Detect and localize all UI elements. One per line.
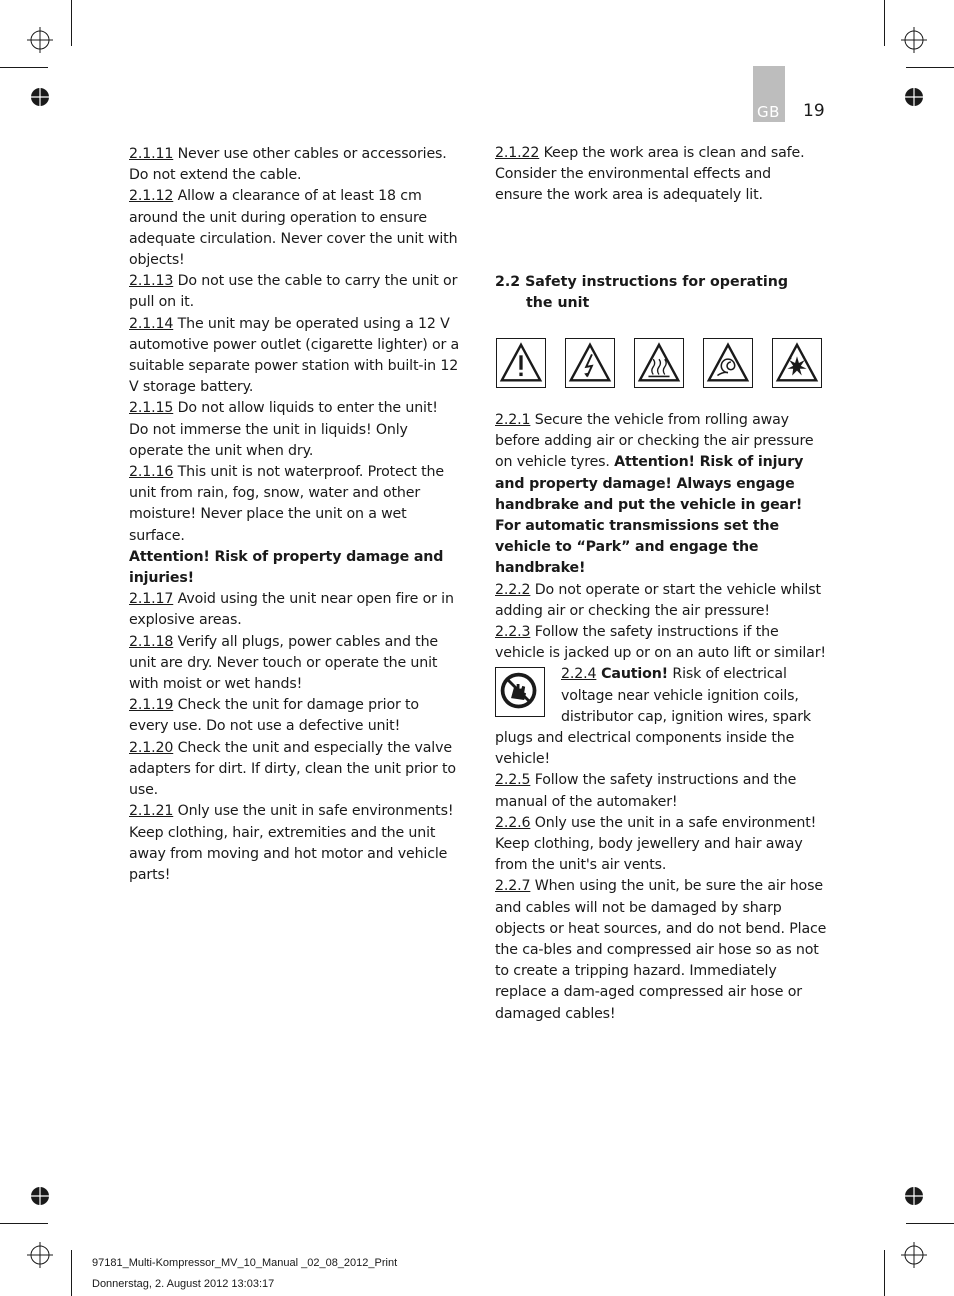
list-item: 2.1.19 Check the unit for damage prior to every use. Do not use a defective unit! — [129, 697, 419, 735]
list-item: 2.2.3 Follow the safety instructions if the vehicle is jacked up or on an auto lift or similar! — [495, 624, 826, 662]
print-footer-filename: 97181_Multi-Kompressor_MV_10_Manual _02_08_2012_Print — [92, 1257, 398, 1269]
list-item: 2.1.18 Verify all plugs, power cables and the unit are dry. Never touch or operate the unit with moist or wet hands! — [129, 633, 439, 693]
attention-warning: Attention! Risk of property damage and injuries! — [129, 548, 444, 587]
list-item: 2.2.2 Do not operate or start the vehicle whilst adding air or checking the air pressure! — [495, 581, 821, 619]
right-column-top — [495, 143, 827, 207]
list-item: 2.2.6 Only use the unit in a safe environment! Keep clothing, body jewellery and hair away from the unit's air vents. — [495, 814, 817, 874]
list-item: 2.1.17 Avoid using the unit near open fire or in explosive areas. — [129, 591, 454, 629]
registration-dot-icon — [904, 1186, 924, 1206]
list-item: 2.2.4 Caution! Risk of electrical voltage near vehicle ignition coils, distributor cap, ignition wires, spark plugs and electrical components inside the vehicle! — [495, 666, 811, 768]
registration-target-icon — [27, 1242, 53, 1268]
list-item: 2.1.13 Do not use the cable to carry the unit or pull on it. — [129, 273, 458, 311]
list-item: 2.1.21 Only use the unit in safe environments! Keep clothing, hair, extremities and the unit away from moving and hot motor and vehicle parts! — [129, 803, 454, 883]
page-number: 19 — [803, 101, 825, 121]
warning-exclamation-icon — [496, 338, 546, 388]
list-item: 2.2.7 When using the unit, be sure the air hose and cables will not be damaged by sharp objects or heat sources, and do not bend. Place the ca-bles and compressed air hose so as not to create a tripping hazard. Immediately replace a dam-aged compressed air hose or damaged cables! — [495, 878, 827, 1022]
registration-target-icon — [901, 27, 927, 53]
list-item: 2.1.14 The unit may be operated using a 12 V automotive power outlet (cigarette lighter) or a suitable separate power station with built-in 12 V storage battery. — [129, 315, 460, 396]
crop-mark — [906, 1223, 954, 1224]
right-column-bottom — [495, 410, 827, 1025]
electric-shock-icon — [565, 338, 615, 388]
list-item: 2.1.15 Do not allow liquids to enter the unit! Do not immerse the unit in liquids! Only operate the unit when dry. — [129, 400, 438, 459]
crop-mark — [884, 0, 885, 46]
list-item: 2.1.11 Never use other cables or accessories. Do not extend the cable. — [129, 146, 447, 184]
section-title: 2.2 Safety instructions for operating the unit — [495, 274, 789, 312]
crop-mark — [884, 1250, 885, 1296]
registration-dot-icon — [30, 87, 50, 107]
crop-mark — [0, 1223, 48, 1224]
crop-mark — [71, 1250, 72, 1296]
left-column — [129, 144, 461, 886]
registration-dot-icon — [30, 1186, 50, 1206]
explosion-icon — [772, 338, 822, 388]
list-item: 2.1.20 Check the unit and especially the valve adapters for dirt. If dirty, clean the unit prior to use. — [129, 739, 456, 799]
hot-surface-icon — [634, 338, 684, 388]
entanglement-rotating-parts-icon — [703, 338, 753, 388]
registration-target-icon — [901, 1242, 927, 1268]
language-label: GB — [757, 103, 780, 121]
registration-target-icon — [27, 27, 53, 53]
crop-mark — [0, 67, 48, 68]
list-item: 2.2.1 Secure the vehicle from rolling away before adding air or checking the air pressure on vehicle tyres. Attention! Risk of injury and property damage! Always engage handbrake and put the vehicle in gear! For automatic transmissions set the vehicle to “Park” and engage the handbrake! — [495, 412, 814, 577]
list-item: 2.1.16 This unit is not waterproof. Protect the unit from rain, fog, snow, water and other moisture! Never place the unit on a wet surface. — [129, 464, 444, 544]
warning-icons-row — [496, 338, 826, 390]
list-item: 2.2.5 Follow the safety instructions and the manual of the automaker! — [495, 772, 797, 810]
list-item: 2.1.22 Keep the work area is clean and safe. Consider the environmental effects and ensure the work area is adequately lit. — [495, 145, 805, 204]
registration-dot-icon — [904, 87, 924, 107]
no-touch-hand-icon — [495, 667, 545, 717]
list-item: 2.1.12 Allow a clearance of at least 18 cm around the unit during operation to ensure adequate circulation. Never cover the unit with objects! — [129, 188, 458, 269]
crop-mark — [906, 67, 954, 68]
print-footer-timestamp: Donnerstag, 2. August 2012 13:03:17 — [92, 1278, 275, 1290]
crop-mark — [71, 0, 72, 46]
